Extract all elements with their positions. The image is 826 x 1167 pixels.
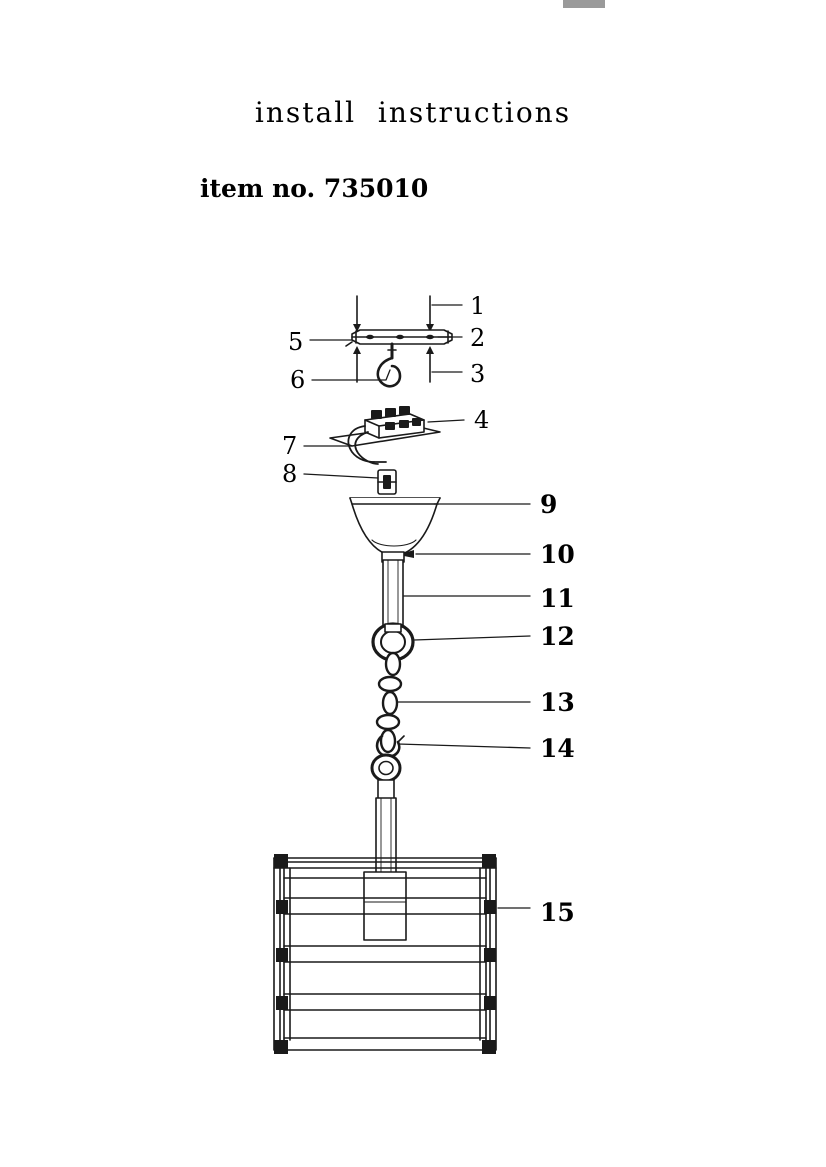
lower-suspension-ring xyxy=(372,755,400,800)
callout-9: 9 xyxy=(540,490,558,519)
callout-14: 14 xyxy=(540,734,575,763)
callout-6: 6 xyxy=(290,366,306,394)
part-5-plate-flange xyxy=(346,342,352,346)
part-4-terminal-block xyxy=(330,406,440,446)
part-11-stem-rod xyxy=(383,560,403,628)
part-9-canopy xyxy=(350,498,440,562)
callout-leader-lines xyxy=(304,305,530,908)
callout-2: 2 xyxy=(470,324,486,352)
part-1-screws-top xyxy=(353,296,434,332)
callout-8: 8 xyxy=(282,460,298,488)
callout-15: 15 xyxy=(540,898,575,927)
part-15-shade xyxy=(274,854,496,1054)
page-edge-artifact xyxy=(563,0,605,8)
part-2-mounting-plate xyxy=(352,330,452,344)
callout-13: 13 xyxy=(540,688,575,717)
callout-4: 4 xyxy=(474,406,490,434)
callout-1: 1 xyxy=(470,292,486,320)
callout-7: 7 xyxy=(282,432,298,460)
callout-10: 10 xyxy=(540,540,575,569)
assembly-drawing xyxy=(0,250,826,1110)
page-title: install instructions xyxy=(254,96,572,129)
item-number: item no. 735010 xyxy=(200,174,429,203)
callout-3: 3 xyxy=(470,360,486,388)
callout-11: 11 xyxy=(540,584,575,613)
callout-12: 12 xyxy=(540,622,575,651)
part-8-cord-grip xyxy=(378,470,396,494)
callout-5: 5 xyxy=(288,328,304,356)
